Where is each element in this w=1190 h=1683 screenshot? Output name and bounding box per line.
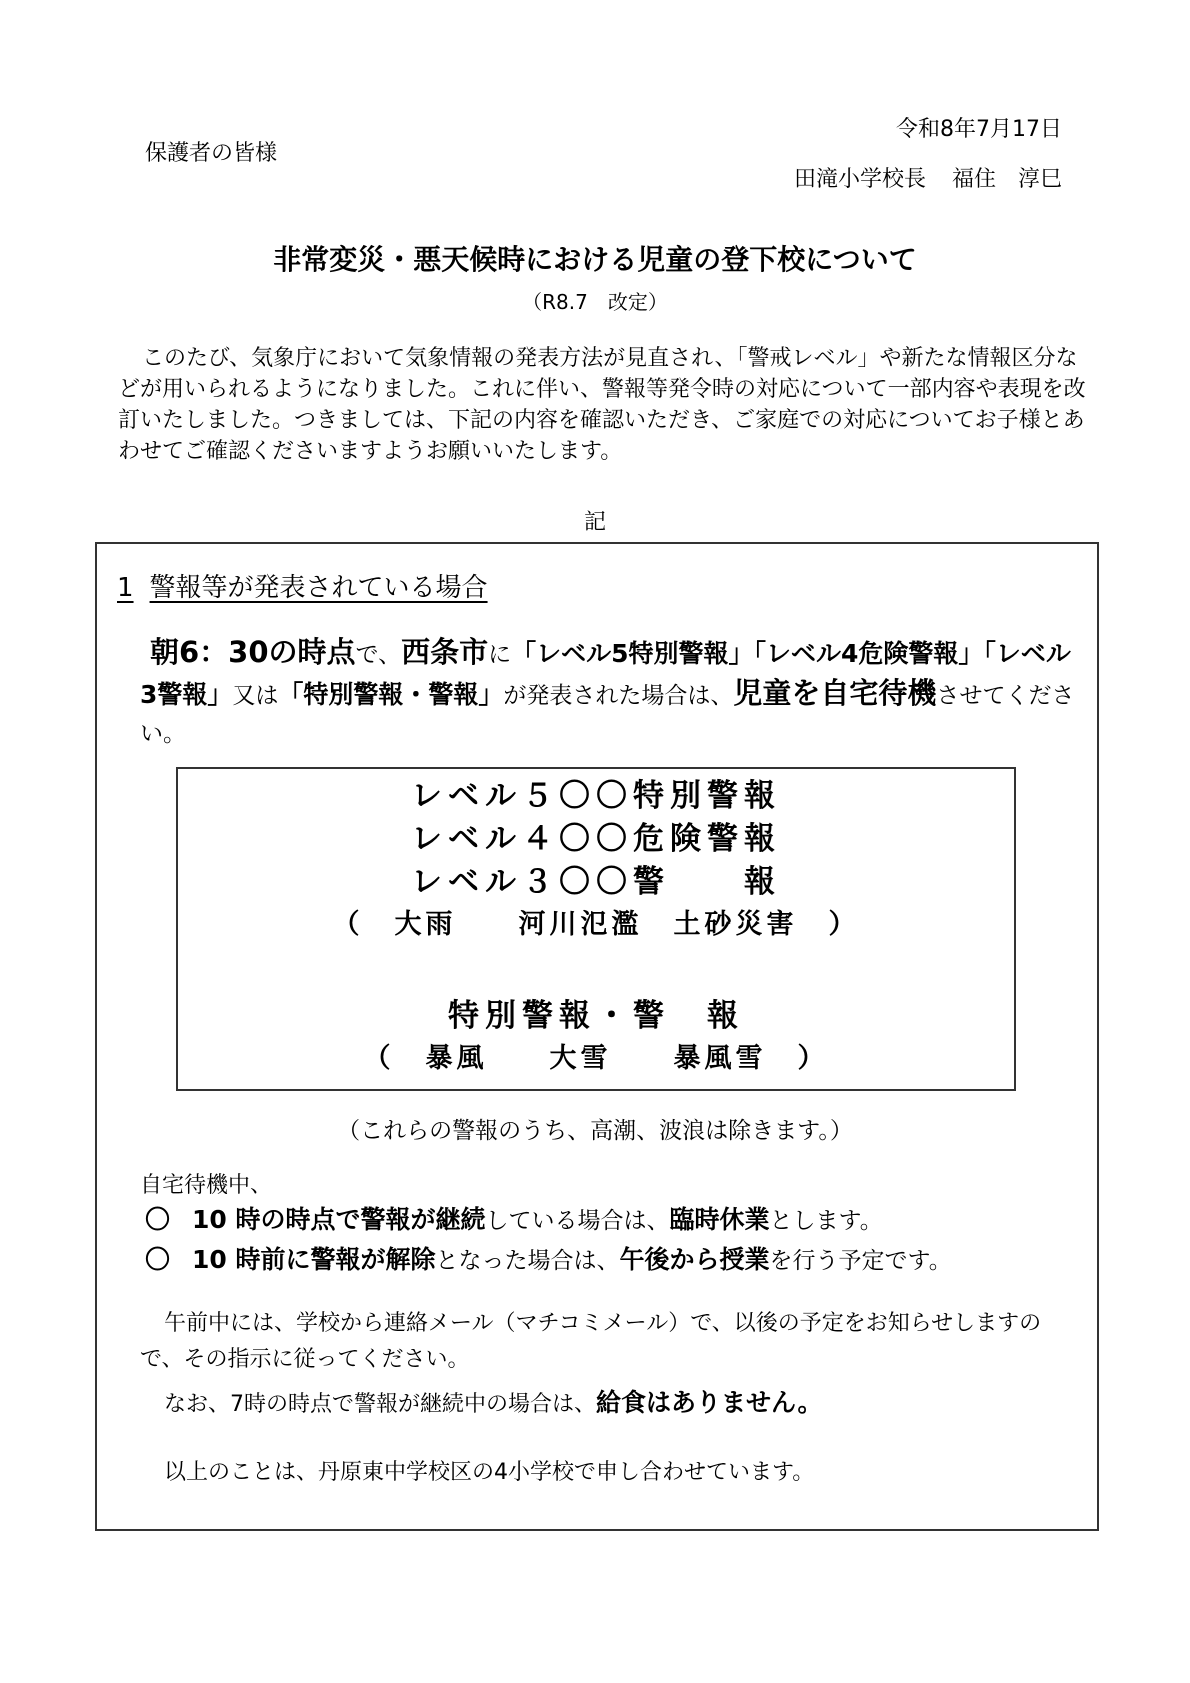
issue-date: 令和8年7月17日 <box>896 117 1062 142</box>
bullet-afternoon-condition: 10 時前に警報が解除 <box>192 1245 436 1274</box>
bullet-afternoon-result: 午後から授業 <box>619 1245 770 1274</box>
circle-bullet-icon: 〇 <box>145 1245 171 1274</box>
bullet-afternoon-text-2: を行う予定です。 <box>769 1248 952 1274</box>
bullet-closure-text-1: している場合は、 <box>485 1208 670 1234</box>
revision-note: （R8.7 改定） <box>522 290 668 314</box>
bullet-afternoon <box>145 1240 952 1276</box>
lunch-text: なお、7時の時点で警報が継続中の場合は、 <box>164 1392 596 1417</box>
ki-marker: 記 <box>583 510 606 535</box>
main-text-3: 又は <box>232 683 279 709</box>
main-special: 「特別警報・警報」 <box>278 680 504 709</box>
bullet-closure-result: 臨時休業 <box>669 1205 770 1234</box>
warning-line-level5: レベル５〇〇特別警報 <box>411 778 781 814</box>
circle-bullet-icon: 〇 <box>145 1205 171 1234</box>
main-text-2: に <box>488 642 512 668</box>
bullet-closure-text-2: とします。 <box>769 1208 883 1234</box>
warning-line-level4: レベル４〇〇危険警報 <box>411 821 781 857</box>
intro-paragraph: このたび、気象庁において気象情報の発表方法が見直され、「警戒レベル」や新たな情報区分などが用いられるようになりました。これに伴い、警報等発令時の対応について一部内容や表現を改訂いたしました。つきましては、下記の内容を確認いただき、ご家庭での対応についてお子様とあわせてご確認くださいますようお願いいたします。 <box>118 346 1086 464</box>
standby-label: 自宅待機中、 <box>140 1173 273 1198</box>
main-city: 西条市 <box>401 635 489 669</box>
bullet-afternoon-text-1: となった場合は、 <box>435 1248 620 1274</box>
main-text-4: が発表された場合は、 <box>503 683 734 709</box>
section-number: 1 <box>117 573 134 603</box>
main-action: 児童を自宅待機 <box>733 676 937 710</box>
warning-types-1: （ 大雨 河川氾濫 土砂災害 ） <box>332 909 860 940</box>
section-heading <box>117 567 488 604</box>
bullet-closure <box>145 1200 883 1236</box>
main-instruction <box>140 633 1080 753</box>
contact-paragraph: 午前中には、学校から連絡メール（マチコミメール）で、以後の予定をお知らせしますので、その指示に従ってください。 <box>140 1311 1042 1372</box>
main-time: 朝6：30の時点 <box>150 635 356 669</box>
lunch-note <box>164 1383 823 1419</box>
exclusion-note: （これらの警報のうち、高潮、波浪は除きます。） <box>337 1118 853 1144</box>
warning-line-level3: レベル３〇〇警 報 <box>411 864 781 900</box>
sender-title: 田滝小学校長 <box>793 167 926 192</box>
document-title: 非常変災・悪天候時における児童の登下校について <box>273 243 917 276</box>
warning-line-special: 特別警報・警 報 <box>448 998 744 1034</box>
lunch-emphasis: 給食はありません。 <box>596 1388 823 1417</box>
section-heading-text: 警報等が発表されている場合 <box>149 573 488 603</box>
sender <box>794 162 1062 193</box>
main-text-5: させてください。 <box>140 683 1075 747</box>
bullet-closure-condition: 10 時の時点で警報が継続 <box>192 1205 486 1234</box>
main-text-1: で、 <box>355 642 402 668</box>
closing-statement: 以上のことは、丹原東中学校区の4小学校で申し合わせています。 <box>164 1460 815 1485</box>
main-levels: 「レベル5特別警報」「レベル4危険警報」「レベル3警報」 <box>140 639 1071 709</box>
warning-types-2: （ 暴風 大雪 暴風雪 ） <box>363 1043 829 1074</box>
sender-name: 福住 淳巳 <box>951 167 1062 192</box>
addressee: 保護者の皆様 <box>145 141 278 166</box>
